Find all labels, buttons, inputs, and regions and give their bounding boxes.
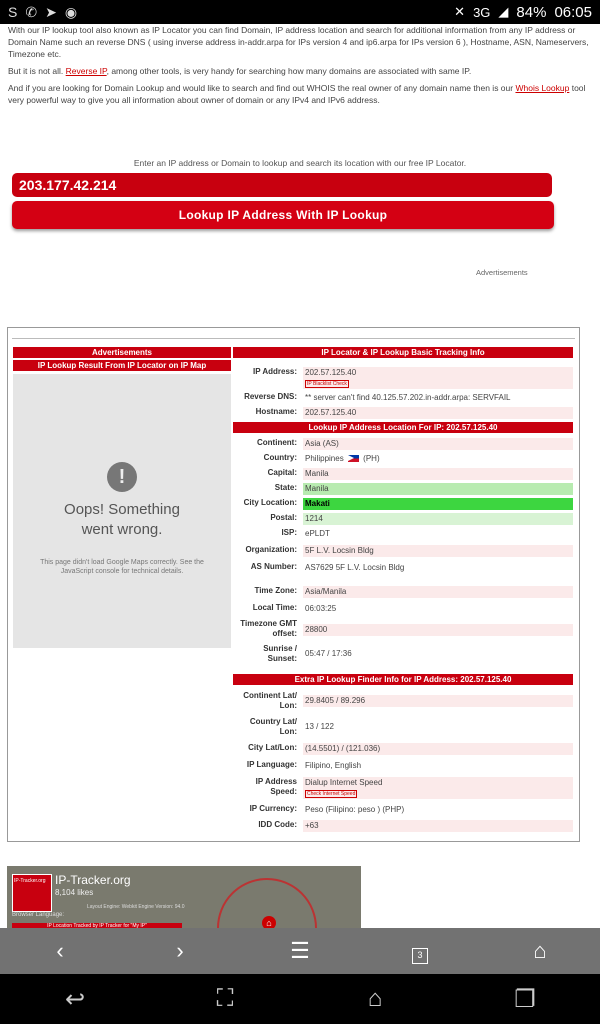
info-row-capital [233, 468, 573, 480]
share-preview-card[interactable] [7, 866, 361, 928]
row-label: Country Lat/ Lon: [249, 717, 297, 736]
tab-count: 3 [412, 948, 428, 964]
ip-search-input[interactable]: 203.177.42.214 [12, 173, 552, 197]
system-home-icon[interactable]: ⌂ [367, 985, 383, 1012]
intro-paragraph-3 [8, 82, 592, 106]
site-name[interactable]: IP-Tracker.org [55, 873, 131, 887]
info-row-time-zone [233, 586, 573, 598]
row-value [303, 777, 573, 799]
country-name: Philippines [305, 454, 344, 463]
info-row-gmt-offset [233, 619, 573, 639]
browser-info: Layout Engine: Webkit Engine Version: 94.0 [87, 904, 185, 910]
intro-paragraph-1: With our IP lookup tool also known as IP Locator you can find Domain, IP address location and search for additional information from any IP address or Domain Name such an reverse DNS ( using inverse address in-addr.arpa for IPs version 4 and ip6.arpa for IPs version 6 ), Hostname, ASN, Nameservers, Timezone etc. [8, 25, 589, 59]
row-label: IP Currency: [249, 804, 297, 813]
row-label: Sunrise / Sunset: [263, 644, 297, 663]
row-label: IP Language: [246, 760, 297, 769]
status-bar [0, 0, 600, 24]
menu-icon[interactable]: ☰ [290, 938, 310, 963]
info-row-ip-address [233, 367, 573, 389]
home-pin-icon: ⌂ [262, 916, 276, 928]
row-value: 29.8405 / 89.296 [303, 695, 573, 707]
notification-icon-3: ➤ [45, 3, 57, 20]
map-error-placeholder[interactable] [13, 374, 231, 648]
row-label: Timezone GMT offset: [240, 619, 297, 638]
basic-info-bar: IP Locator & IP Lookup Basic Tracking Info [233, 347, 573, 358]
info-row-organization [233, 545, 573, 557]
notification-icon-4: ◉ [64, 3, 78, 20]
tabs-button[interactable] [400, 938, 440, 964]
row-value: (14.5501) / (121.036) [303, 743, 573, 755]
row-value: 13 / 122 [303, 721, 573, 733]
intro-p3-after: tool very powerful way to give you all information about owner of domain or any IPv4 and IPv6 address. [8, 83, 586, 105]
browser-language-label: Browser Language: [12, 912, 65, 918]
row-value: +63 [303, 820, 573, 832]
country-code: (PH) [363, 454, 380, 463]
signal-icon: ◢ [498, 4, 509, 19]
lookup-caption: Enter an IP address or Domain to lookup and search its location with our free IP Locator. [133, 158, 467, 168]
row-label: Continent: [257, 438, 297, 447]
row-label: City Location: [243, 498, 297, 507]
row-value: Manila [303, 483, 573, 495]
row-value: Asia/Manila [303, 586, 573, 598]
back-icon[interactable]: ‹ [56, 938, 64, 963]
row-label: Capital: [267, 468, 297, 477]
row-value: Manila [303, 468, 573, 480]
likes-count: 8,104 likes [55, 888, 94, 897]
row-label: Local Time: [252, 603, 297, 612]
row-label: ISP: [281, 528, 297, 537]
intro-paragraph-2 [8, 65, 592, 77]
info-row-ip-speed [233, 777, 573, 799]
intro-p3-before: And if you are looking for Domain Lookup and would like to search and find out WHOIS the real owner of any domain name then is our [8, 83, 514, 93]
row-label: Reverse DNS: [244, 392, 297, 401]
row-value: Filipino, English [303, 760, 573, 772]
info-row-postal [233, 513, 573, 525]
info-row-continent-latlon [233, 691, 573, 711]
info-row-city-latlon [233, 743, 573, 755]
web-page[interactable] [0, 24, 600, 928]
ip-address-value: 202.57.125.40 [305, 368, 357, 377]
row-value: 1214 [303, 513, 573, 525]
row-label: IDD Code: [258, 820, 297, 829]
ip-blacklist-check-link[interactable]: IP Blacklist Check [307, 381, 347, 387]
row-value: Asia (AS) [303, 438, 573, 450]
clock: 06:05 [554, 3, 592, 21]
info-row-country-latlon [233, 717, 573, 737]
ip-speed-value: Dialup Internet Speed [305, 778, 383, 787]
lookup-ip-button[interactable]: Lookup IP Address With IP Lookup [12, 201, 554, 229]
divider [12, 338, 575, 339]
info-row-continent [233, 438, 573, 450]
row-value: 05:47 / 17:36 [303, 648, 573, 660]
recent-apps-icon[interactable]: ❐ [514, 985, 536, 1013]
row-value: AS7629 5F L.V. Locsin Bldg [303, 562, 573, 574]
intro-text [0, 24, 600, 106]
network-type: 3G [473, 4, 491, 20]
row-value: Makati [303, 498, 573, 510]
row-label: Postal: [270, 513, 297, 522]
whois-lookup-link[interactable]: Whois Lookup [515, 83, 570, 93]
advertisements-label: Advertisements [476, 268, 528, 277]
extra-info-bar: Extra IP Lookup Finder Info for IP Address: 202.57.125.40 [233, 674, 573, 685]
row-value [303, 367, 573, 389]
reverse-ip-link[interactable]: Reverse IP [65, 66, 107, 76]
warning-icon: ! [107, 462, 137, 492]
map-error-note: This page didn't load Google Maps correctly. See the JavaScript console for technical details. [40, 559, 204, 575]
row-label: AS Number: [250, 562, 297, 571]
notification-icon-1: S [8, 3, 18, 20]
check-internet-speed-link[interactable]: Check Internet Speed [307, 791, 356, 797]
row-label: IP Address Speed: [255, 777, 297, 796]
ip-tracker-logo: IP-Tracker.org [12, 874, 52, 912]
system-navigation-bar [0, 974, 600, 1024]
row-label: Country: [263, 453, 297, 462]
notification-icon-2: ✆ [25, 3, 38, 20]
info-row-reverse-dns [233, 392, 573, 404]
info-row-hostname [233, 407, 573, 419]
row-label: IP Address: [252, 367, 297, 376]
home-icon[interactable]: ⌂ [533, 938, 547, 963]
mute-icon: ✕ [454, 4, 466, 19]
philippines-flag-icon [348, 455, 359, 462]
map-column [13, 347, 231, 648]
info-row-ip-language [233, 760, 573, 772]
info-row-country [233, 453, 573, 465]
info-column [233, 347, 573, 832]
map-error-line-1: Oops! Something [64, 501, 180, 518]
row-label: Organization: [245, 545, 297, 554]
lookup-result-panel [7, 327, 580, 842]
system-back-icon[interactable]: ↩ [64, 985, 86, 1013]
row-value: ** server can't find 40.125.57.202.in-addr.arpa: SERVFAIL [303, 392, 573, 404]
intro-p2-after: , among other tools, is very handy for searching how many domains are associated with same IP. [106, 66, 472, 76]
forward-icon[interactable]: › [176, 938, 184, 963]
row-value: ePLDT [303, 528, 573, 540]
row-label: Time Zone: [254, 586, 297, 595]
tracked-location-bar: IP Location Tracked by IP Tracker for "My IP" [12, 923, 182, 928]
location-info-bar: Lookup IP Address Location For IP: 202.57.125.40 [233, 422, 573, 433]
row-value: 28800 [303, 624, 573, 636]
map-error-line-2: went wrong. [81, 521, 163, 538]
battery-level: 84% [516, 3, 547, 21]
intro-p2-before: But it is not all. [8, 66, 64, 76]
row-label: City Lat/Lon: [248, 743, 297, 752]
row-label: State: [274, 483, 297, 492]
info-row-isp [233, 528, 573, 540]
notification-icons [0, 4, 77, 21]
advertisements-bar: Advertisements [13, 347, 231, 358]
info-row-ip-currency [233, 804, 573, 816]
info-row-sunrise-sunset [233, 644, 573, 664]
row-value: 202.57.125.40 [303, 407, 573, 419]
info-row-idd-code [233, 820, 573, 832]
map-title-bar: IP Lookup Result From IP Locator on IP Map [13, 360, 231, 371]
browser-toolbar [0, 928, 600, 974]
row-value: Peso (Filipino: peso ) (PHP) [303, 804, 573, 816]
info-row-as-number [233, 562, 573, 574]
row-value [303, 453, 573, 465]
row-value: 5F L.V. Locsin Bldg [303, 545, 573, 557]
info-row-state [233, 483, 573, 495]
info-row-local-time [233, 603, 573, 615]
info-row-city [233, 498, 573, 510]
row-value: 06:03:25 [303, 603, 573, 615]
row-label: Continent Lat/ Lon: [243, 691, 297, 710]
row-label: Hostname: [255, 407, 297, 416]
screenshot-icon[interactable]: ⛶ [216, 985, 234, 1012]
